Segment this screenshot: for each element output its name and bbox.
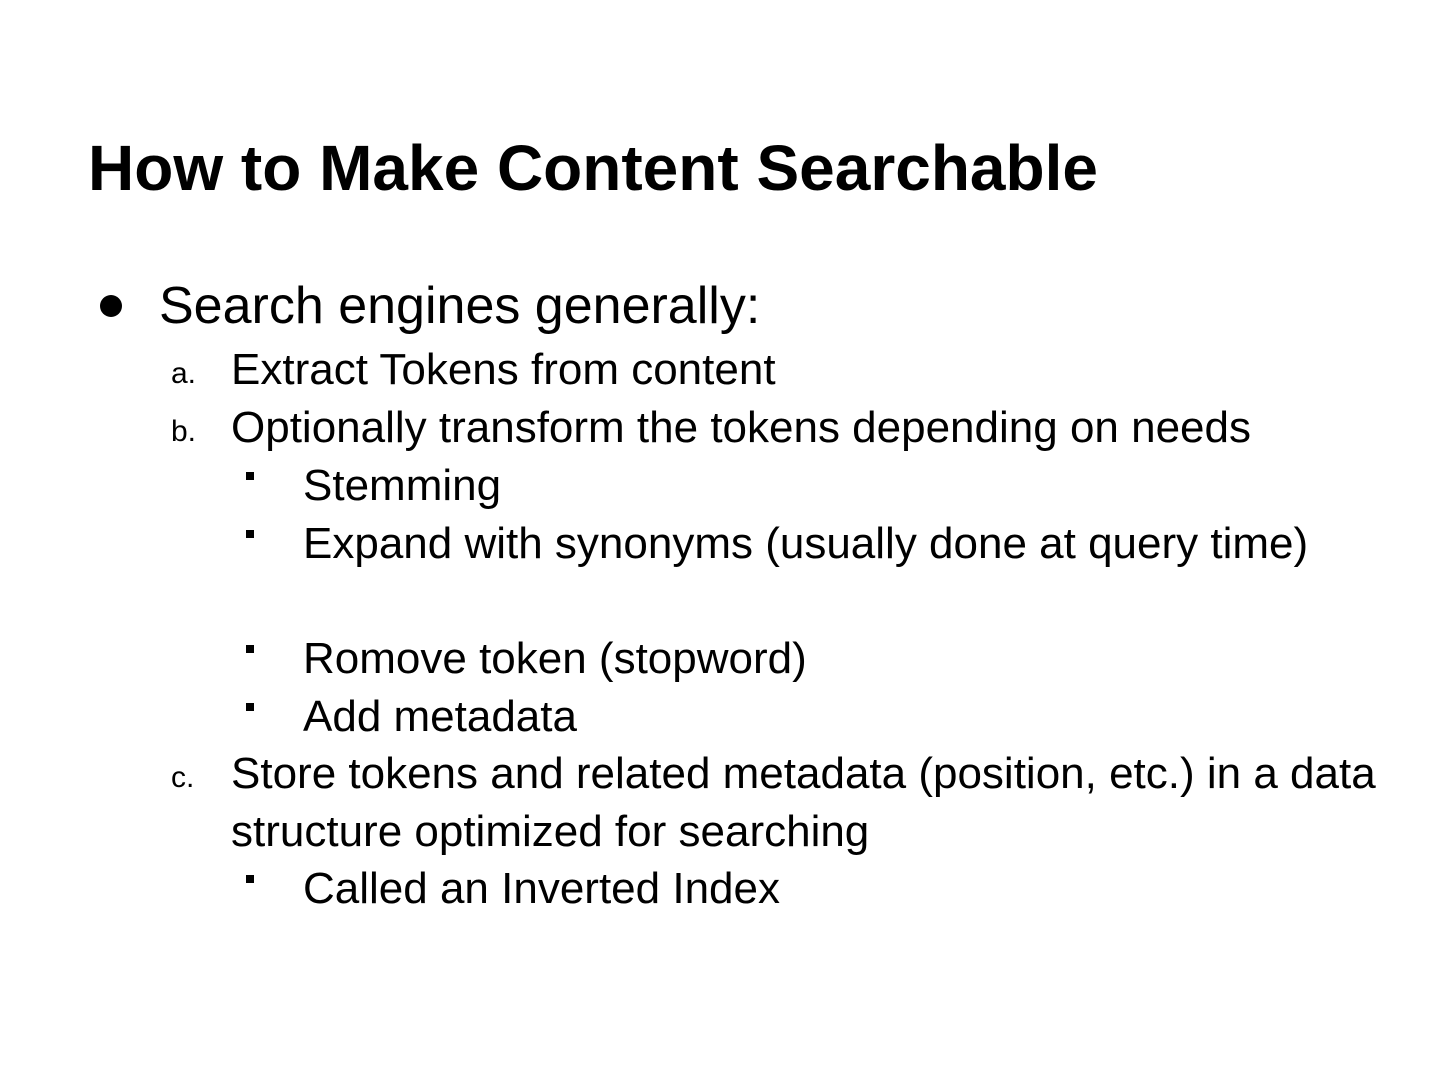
step-marker: c.	[171, 761, 195, 794]
sub-item-text: Stemming	[303, 461, 502, 510]
square-bullet-icon	[246, 645, 254, 653]
step-text: Extract Tokens from content	[231, 345, 776, 394]
sub-item-text: Expand with synonyms (usually done at query time)	[303, 519, 1309, 568]
square-bullet-icon	[246, 472, 254, 480]
sub-item-text: Add metadata	[303, 692, 577, 741]
square-bullet-icon	[246, 703, 254, 711]
square-bullet-icon	[246, 875, 254, 883]
sub-item-text: Romove token (stopword)	[303, 634, 807, 683]
sub-item-text: Called an Inverted Index	[303, 864, 780, 913]
bullet-text: Search engines generally:	[159, 277, 761, 335]
step-text: Optionally transform the tokens depending on needs	[231, 403, 1251, 452]
step-marker: a.	[171, 357, 197, 390]
step-text: Store tokens and related metadata (position, etc.) in a data structure optimized for searching	[231, 749, 1376, 856]
step-marker: b.	[171, 415, 197, 448]
bullet-dot-icon	[100, 295, 122, 317]
slide-title: How to Make Content Searchable	[88, 132, 1098, 204]
square-bullet-icon	[246, 530, 254, 538]
